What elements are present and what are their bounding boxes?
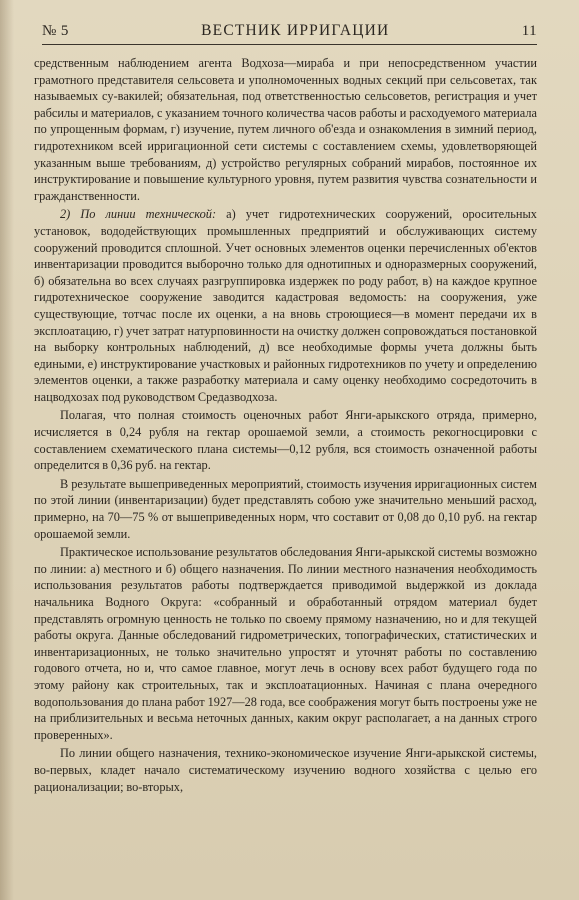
paragraph-3 <box>34 407 537 473</box>
issue-number: № 5 <box>42 23 69 39</box>
paragraph-lead: 2) По линии технической: <box>60 207 217 222</box>
paragraph-text: В результате вышеприведенных мероприятий, стоимость изучения ирригационных систем по этой линии (инвентаризации) будет представлять собою уже значительно меньший расход, примерно, на 70—75 % от вышеприведенных норм, что составит от 0,08 до 0,10 руб. на гектар орошаемой земли. <box>34 476 537 541</box>
paragraph-text: средственным наблюдением агента Водхоза—мираба и при непосредственном участии грамотного представителя сельсовета и уполномоченных водных секций при сельсоветах, так называемых су-вакилей; обязательная, под ответственностью сельсоветов, регистрация и учет рабсилы и материалов, с указанием точного количества часов работы и расходуемого материала по упрощенным формам, г) изучение, путем личного об'езда и ознакомления в зимний период, гидротехником всей ирригационной сети системы с составлением схемы, удовлетворяющей указанным выше требованиям, д) устройство регулярных собраний мирабов, постоянное их инструктирование и повышение культурного уровня, путем развития чувства сознательности и гражданственности. <box>34 56 537 203</box>
journal-title: ВЕСТНИК ИРРИГАЦИИ <box>201 22 390 39</box>
paragraph-text: Практическое использование результатов обследования Янги-арыкской системы возможно по линии: а) местного и б) общего назначения. По линии местного назначения необходимость использования результатов работы подтверждается приводимой выдержкой из доклада начальника Водного Округа: «собранный и обработанный отрядом материал будет представлять огромную ценность не только по своему прямому назначению, но и для текущей работы округа. Данные обследований гидрометрических, топографических, статистических и инвентаризационных, не только значительно упростят и уточнят работы по составлению годового отчета, но и, что самое главное, могут лечь в основу всех работ будущего года по этому району как строительных, так и эксплоатационных. Начиная с плана очередного водопользования до плана работ 1927—28 года, все соображения могут быть построены уже не на приблизительных и весьма неточных данных, каким округ располагает, а на данных строго проверенных». <box>34 545 537 742</box>
paragraph-2 <box>34 206 537 405</box>
paragraph-text: а) учет гидротехнических сооружений, оросительных установок, вододействующих промышленных предприятий и обслуживающих систему сооружений проводится сплошной. Учет основных элементов оценки перечисленных об'ектов инвентаризации проводится выборочно только для однотипных и одноразмерных сооружений, б) обязательна во всех случаях разгруппировка издержек по роду работ, в) на каждое крупное гидротехническое сооружение заводится кадастровая ведомость: на сооружения, уже существующие, тотчас после их оценки, а на вновь строющиеся—в момент передачи их в эксплоатацию, г) учет затрат натурповинности на очистку должен сопровождаться постановкой на выборку контрольных наблюдений, д) все необходимые формы учета должны быть едиными, е) инструктирование участковых и районных гидротехников по учету и определению элементов оценки, а также разработку материала и саму оценку необходимо сосредоточить в нацводхозах под руководством Средазводхоза. <box>34 207 537 404</box>
page-number: 11 <box>521 23 537 39</box>
page-edge-shadow <box>0 0 14 900</box>
article-body <box>34 55 537 795</box>
paragraph-text: По линии общего назначения, технико-экономическое изучение Янги-арыкской системы, во-первых, кладет начало систематическому изучению водного хозяйства с целью его рационализации; во-вторых, <box>34 746 537 794</box>
paragraph-text: Полагая, что полная стоимость оценочных работ Янги-арыкского отряда, примерно, исчисляется в 0,24 рубля на гектар орошаемой земли, а стоимость рекогносцировки с составлением схематического плана системы—0,12 рубля, вся стоимость означенной работы определится в 0,36 руб. на гектар. <box>34 408 537 473</box>
page-header <box>42 22 537 45</box>
paragraph-4 <box>34 476 537 542</box>
paragraph-1 <box>34 55 537 204</box>
paragraph-5 <box>34 544 537 743</box>
paragraph-6 <box>34 745 537 795</box>
